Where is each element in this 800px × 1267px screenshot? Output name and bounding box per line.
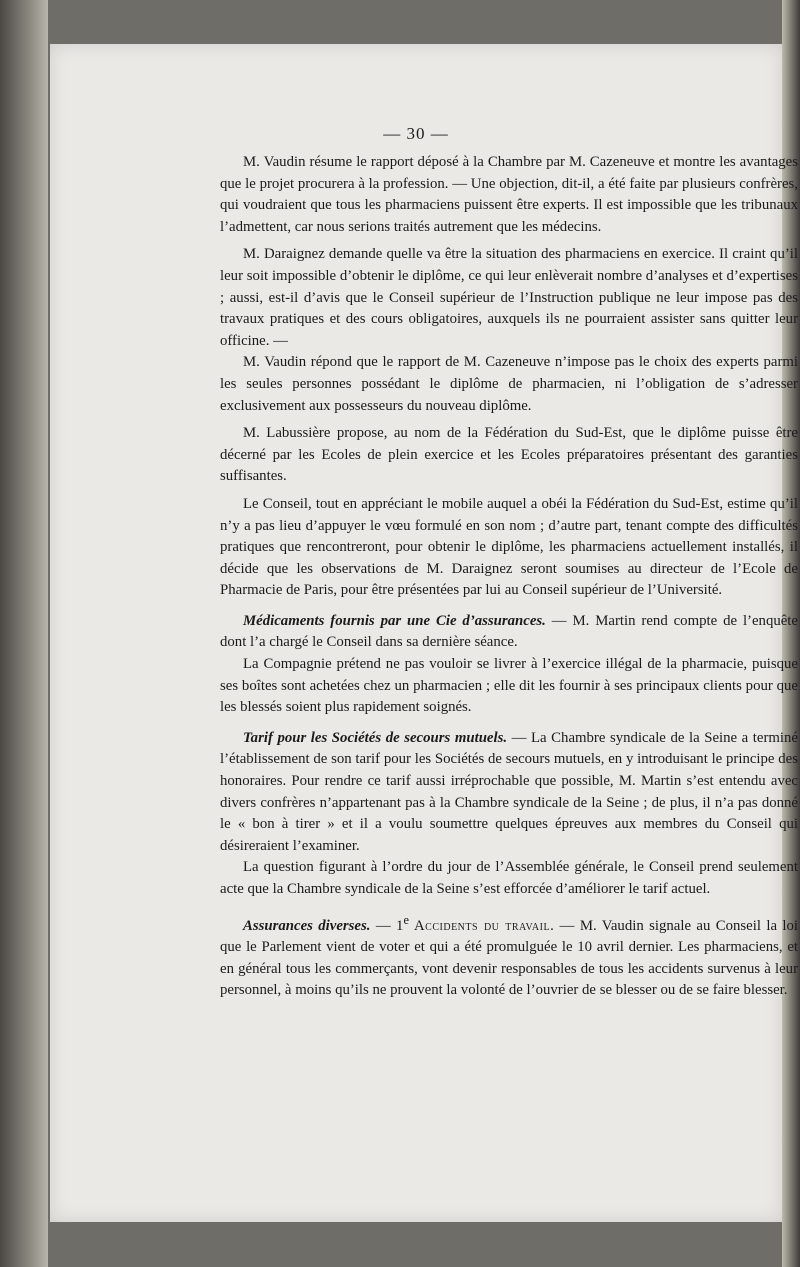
subsection-accidents-travail: Accidents du travail. (408, 917, 555, 934)
page-number: — 30 — (383, 124, 449, 143)
book-binding-edge (0, 0, 48, 1267)
section-title-medicaments: Médicaments fournis par une Cie d’assurances. (243, 612, 546, 629)
paragraph-conseil-decision: Le Conseil, tout en appréciant le mobile auquel a obéi la Fédération du Sud-Est, estime qu’il n’y a pas lieu d’appuyer le vœu formulé en son nom ; d’autre part, tenant compte des difficultés pratiques que rencontreront, pour obtenir le diplôme, les pharmaciens actuellement installés, il décide que les observations de M. Daraignez seront soumises au directeur de l’Ecole de Pharmacie de Paris, pour être présentées par lui au Conseil supérieur de l’Université. (220, 495, 798, 599)
section-text-tarif: — La Chambre syndicale de la Seine a terminé l’établissement de son tarif pour les Sociétés de secours mutuels, en y introduisant le principe des honoraires. Pour rendre ce tarif aussi irréprochable que possible, M. Martin s’est entendu avec divers confrères n’appartenant pas à la Chambre syndicale de la Seine ; de plus, il n’a pas donné le « bon à tirer » et il a voulu soumettre quelques épreuves aux membres du Conseil qui désireraient l’examiner. (220, 729, 799, 854)
section-title-assurances: Assurances diverses. (243, 917, 371, 934)
paragraph-daraignez-question: M. Daraignez demande quelle va être la situation des pharmaciens en exercice. Il craint qu’il leur soit impossible d’obtenir le diplôme, ce qui leur enlèverait nombre d’analyses et d’expertises ; aussi, est-il d’avis que le Conseil supérieur de l’Instruction publique ne leur impose pas des travaux pratiques et des cours obligatoires, auxquels ils ne pourraient assister sans quitter leur officine. — (220, 246, 798, 349)
section-dash-number: — 1 (370, 917, 404, 934)
paragraph-vaudin-reply: M. Vaudin répond que le rapport de M. Cazeneuve n’impose pas le choix des experts parmi les seules personnes possédant le diplôme de pharmacien, ni l’obligation de s’adresser exclusivement aux possesseurs du nouveau diplôme. (220, 354, 798, 414)
paragraph-vaudin-summary: M. Vaudin résume le rapport déposé à la Chambre par M. Cazeneuve et montre les avantages que le projet procurera à la profession. — Une objection, dit-il, a été faite par plusieurs confrères, qui voudraient que tous les pharmaciens puissent être experts. Il est impossible que les tribunaux l’admettent, car nous serions traités autrement que les médecins. (220, 154, 798, 235)
section-assurances (220, 910, 798, 1002)
section-tarif (220, 728, 798, 858)
section-title-tarif: Tarif pour les Sociétés de secours mutuels. (243, 729, 508, 746)
section-text-assurances: — M. Vaudin signale au Conseil la loi que le Parlement vient de voter et qui a été promulguée le 10 avril dernier. Les pharmaciens, et en général tous les commerçants, vont devenir responsables de tous les accidents survenus à leur personnel, à moins qu’ils ne prouvent la volonté de l’ouvrier de se blesser ou de se faire blesser. (220, 917, 799, 999)
section-text-medicaments: — M. Martin rend compte de l’enquête dont l’a chargé le Conseil dans sa dernière séance. (220, 612, 798, 651)
paragraph-labussiere-proposal: M. Labussière propose, au nom de la Fédération du Sud-Est, que le diplôme puisse être décerné par les Ecoles de plein exercice et les Ecoles préparatoires présentant des garanties suffisantes. (220, 425, 798, 485)
paragraph-compagnie: La Compagnie prétend ne pas vouloir se livrer à l’exercice illégal de la pharmacie, puisque ses boîtes sont achetées chez un pharmacien ; elle dit les fournir à ses principaux clients pour que les blessés soient plus rapidement soignés. (220, 656, 798, 716)
page-body (220, 152, 798, 1002)
section-medicaments (220, 611, 798, 654)
ordinal-superscript: e (403, 912, 409, 927)
book-page (50, 44, 799, 1222)
paragraph-assemblee: La question figurant à l’ordre du jour de l’Assemblée générale, le Conseil prend seulement acte que la Chambre syndicale de la Seine s’est efforcée d’améliorer le tarif actuel. (220, 859, 798, 897)
